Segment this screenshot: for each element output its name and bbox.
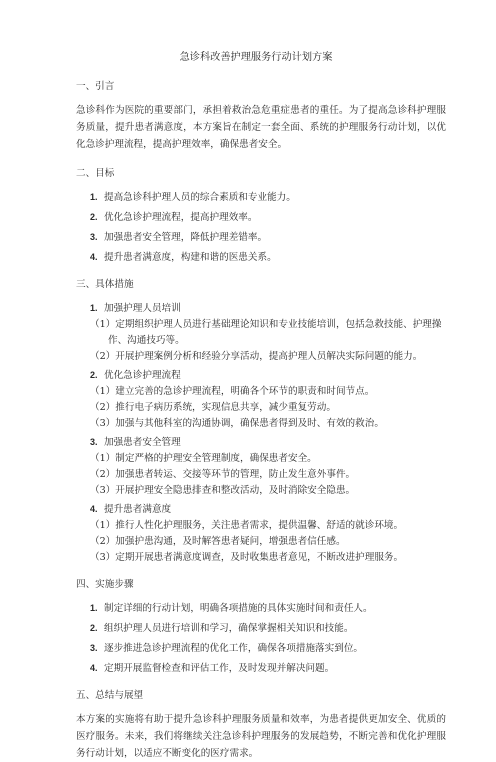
list-item <box>76 209 446 226</box>
intro-paragraph: 急诊科作为医院的重要部门，承担着救治急危重症患者的重任。为了提高急诊科护理服务质量，提升患者满意度，本方案旨在制定一套全面、系统的护理服务行动计划，以优化急诊护理流程，提高护理效率，确保患者安全。 <box>76 105 446 150</box>
measure-block <box>76 367 446 432</box>
sub-item: （3）开展护理安全隐患排查和整改活动，及时消除安全隐患。 <box>90 485 356 496</box>
section-heading-steps: 四、实施步骤 <box>76 579 134 590</box>
list-number: 1. <box>90 603 98 613</box>
list-item <box>76 620 446 637</box>
list-number: 3. <box>90 437 98 447</box>
list-number: 1. <box>90 192 98 202</box>
goals-list <box>76 189 446 266</box>
list-number: 4. <box>90 252 98 262</box>
sub-item: （3）加强与其他科室的沟通协调，确保患者得到及时、有效的救治。 <box>90 418 384 429</box>
sub-item: （1）推行人性化护理服务，关注患者需求，提供温馨、舒适的就诊环境。 <box>90 520 404 531</box>
list-number: 2. <box>90 370 98 380</box>
list-item-text: 加强患者安全管理，降低护理差错率。 <box>104 232 268 243</box>
list-item <box>76 501 446 518</box>
list-item-text: 制定详细的行动计划，明确各项措施的具体实施时间和责任人。 <box>104 603 373 614</box>
sub-item: （2）推行电子病历系统，实现信息共享，减少重复劳动。 <box>90 402 336 413</box>
sub-item: （3）定期开展患者满意度调查，及时收集患者意见，不断改进护理服务。 <box>90 552 404 563</box>
steps-list <box>76 600 446 677</box>
list-item <box>76 434 446 451</box>
section-heading-summary: 五、总结与展望 <box>76 690 144 701</box>
list-number: 2. <box>90 623 98 633</box>
list-number: 1. <box>90 303 98 313</box>
list-number: 4. <box>90 663 98 673</box>
list-item-text: 加强护理人员培训 <box>104 303 181 314</box>
measure-block <box>76 300 446 365</box>
sub-item: （2）开展护理案例分析和经验分享活动，提高护理人员解决实际问题的能力。 <box>90 351 423 362</box>
list-item <box>76 189 446 206</box>
list-item-text: 提升患者满意度 <box>104 504 172 515</box>
list-item-text: 优化急诊护理流程，提高护理效率。 <box>104 212 258 223</box>
list-item <box>76 660 446 677</box>
list-item <box>76 300 446 317</box>
list-item-text: 提升患者满意度，构建和谐的医患关系。 <box>104 252 277 263</box>
measure-block <box>76 501 446 566</box>
list-item-text: 定期开展监督检查和评估工作，及时发现并解决问题。 <box>104 663 335 674</box>
summary-paragraph: 本方案的实施将有助于提升急诊科护理服务质量和效率，为患者提供更加安全、优质的医疗服务。未来，我们将继续关注急诊科护理服务的发展趋势，不断完善和优化护理服务行动计划，以适应不断变化的医疗需求。 <box>76 714 446 759</box>
sub-item: （1）制定严格的护理安全管理制度，确保患者安全。 <box>90 453 317 464</box>
list-item <box>76 640 446 657</box>
list-number: 4. <box>90 504 98 514</box>
sub-item: （1）定期组织护理人员进行基础理论知识和专业技能培训，包括急救技能、护理操作、沟通技巧等。 <box>90 319 442 346</box>
sub-item: （2）加强患者转运、交接等环节的管理，防止发生意外事件。 <box>90 469 356 480</box>
list-item-text: 组织护理人员进行培训和学习，确保掌握相关知识和技能。 <box>104 623 354 634</box>
list-item <box>76 600 446 617</box>
section-heading-measures: 三、具体措施 <box>76 279 134 290</box>
list-item <box>76 249 446 266</box>
sub-item: （1）建立完善的急诊护理流程，明确各个环节的职责和时间节点。 <box>90 386 375 397</box>
section-heading-intro: 一、引言 <box>76 81 115 92</box>
measures-list <box>76 300 446 566</box>
section-heading-goals: 二、目标 <box>76 168 115 179</box>
measure-block <box>76 434 446 499</box>
document-title: 急诊科改善护理服务行动计划方案 <box>179 52 333 63</box>
sub-item: （2）加强护患沟通，及时解答患者疑问，增强患者信任感。 <box>90 536 346 547</box>
list-number: 2. <box>90 212 98 222</box>
list-item-text: 优化急诊护理流程 <box>104 370 181 381</box>
list-item-text: 加强患者安全管理 <box>104 437 181 448</box>
list-item-text: 提高急诊科护理人员的综合素质和专业能力。 <box>104 192 296 203</box>
list-number: 3. <box>90 643 98 653</box>
list-number: 3. <box>90 232 98 242</box>
list-item <box>76 229 446 246</box>
list-item-text: 逐步推进急诊护理流程的优化工作，确保各项措施落实到位。 <box>104 643 364 654</box>
list-item <box>76 367 446 384</box>
